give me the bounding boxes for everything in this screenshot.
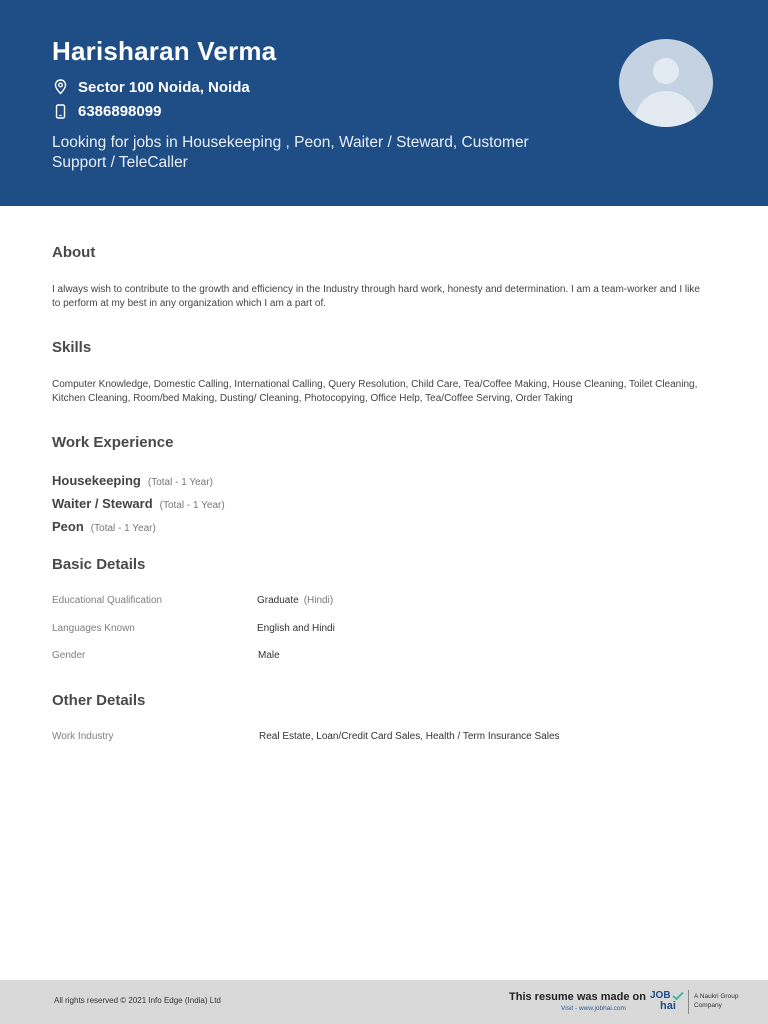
detail-value: Real Estate, Loan/Credit Card Sales, Health / Term Insurance Sales	[259, 731, 560, 742]
location-pin-icon	[52, 78, 68, 96]
detail-label: Educational Qualification	[52, 595, 163, 606]
about-heading: About	[52, 244, 96, 261]
about-text: I always wish to contribute to the growth and efficiency in the Industry through hard work, honesty and determination. I am a team-worker and I like to perform at my best in any organization which I am a part of.	[52, 284, 700, 309]
resume-header	[0, 0, 768, 206]
candidate-name: Harisharan Verma	[52, 36, 277, 66]
logo-divider	[688, 990, 689, 1014]
job-preferences: Looking for jobs in Housekeeping , Peon, Waiter / Steward, Customer Support / TeleCaller	[52, 134, 529, 171]
other-details-heading: Other Details	[52, 692, 146, 709]
experience-item	[52, 473, 213, 488]
checkmark-icon	[672, 991, 684, 1001]
experience-duration: (Total - 1 Year)	[159, 500, 225, 511]
footer	[0, 980, 768, 1024]
detail-label: Languages Known	[52, 623, 135, 634]
basic-details-heading: Basic Details	[52, 556, 146, 573]
work-experience-heading: Work Experience	[52, 434, 174, 451]
detail-value: English and Hindi	[257, 623, 335, 634]
phone-row	[52, 102, 161, 120]
location-row	[52, 78, 250, 96]
experience-role: Peon	[52, 519, 84, 534]
made-on-text: This resume was made on	[509, 991, 646, 1003]
mobile-phone-icon	[52, 102, 68, 120]
qualification-value: Graduate	[257, 595, 299, 606]
copyright-text: All rights reserved © 2021 Info Edge (India) Ltd	[54, 996, 221, 1005]
skills-heading: Skills	[52, 339, 92, 356]
detail-value	[257, 595, 333, 606]
experience-duration: (Total - 1 Year)	[147, 477, 213, 488]
logo-hai-text: hai	[660, 1000, 676, 1012]
user-silhouette-icon	[619, 39, 713, 127]
detail-label: Gender	[52, 650, 86, 661]
experience-role: Housekeeping	[52, 473, 141, 488]
experience-role: Waiter / Steward	[52, 496, 153, 511]
qualification-medium: (Hindi)	[303, 595, 334, 606]
location-text: Sector 100 Noida, Noida	[78, 78, 250, 96]
jobhai-logo	[650, 990, 684, 1014]
phone-number: 6386898099	[78, 102, 162, 120]
logo-job-text: JOB	[650, 990, 671, 1001]
detail-label: Work Industry	[52, 731, 114, 742]
website-link[interactable]: Visit - www.jobhai.com	[561, 1005, 626, 1012]
experience-item	[52, 519, 156, 534]
avatar	[619, 39, 713, 127]
skills-text: Computer Knowledge, Domestic Calling, International Calling, Query Resolution, Child Care, Tea/Coffee Making, House Cleaning, Toilet Cleaning, Kitchen Cleaning, Room/bed Making, Dusting/ Cleaning, Photocopying, Office Help, Tea/Coffee Serving, Order Taking	[52, 379, 698, 404]
naukri-group-text: A Naukri Group Company	[694, 993, 739, 1009]
detail-value: Male	[258, 650, 280, 661]
experience-item	[52, 496, 225, 511]
experience-duration: (Total - 1 Year)	[90, 523, 156, 534]
